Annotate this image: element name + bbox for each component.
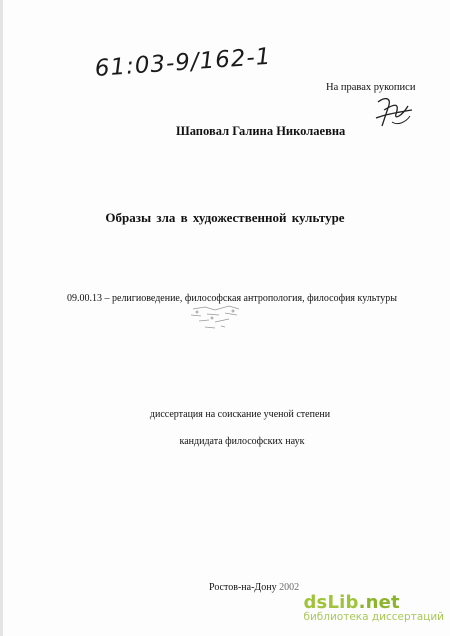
degree-line-2: кандидата философских наук (179, 436, 305, 447)
logo-tld: .net (358, 592, 400, 613)
scan-edge (0, 0, 3, 636)
thesis-title: Образы зла в художественной культуре (105, 210, 345, 225)
place-and-year (209, 582, 299, 593)
watermark-subtitle: библиотека диссертаций (303, 611, 444, 623)
handwritten-registration-number: 61:03-9/162-1 (94, 43, 273, 82)
logo-main: dsLib (303, 592, 359, 613)
year-label: 2002 (279, 582, 300, 593)
signature-icon (372, 92, 414, 130)
specialty-line: 09.00.13 – религиоведение, философская антропология, философия культуры (67, 293, 397, 304)
dslib-watermark[interactable] (303, 592, 444, 623)
degree-line-1: диссертация на соискание ученой степени (149, 409, 331, 420)
author-name: Шаповал Галина Николаевна (176, 124, 346, 138)
faded-stamp-icon (185, 303, 247, 335)
dslib-logo[interactable] (303, 592, 444, 613)
rights-notice: На правах рукописи (326, 82, 416, 93)
place-label: Ростов-на-Дону (209, 582, 277, 593)
